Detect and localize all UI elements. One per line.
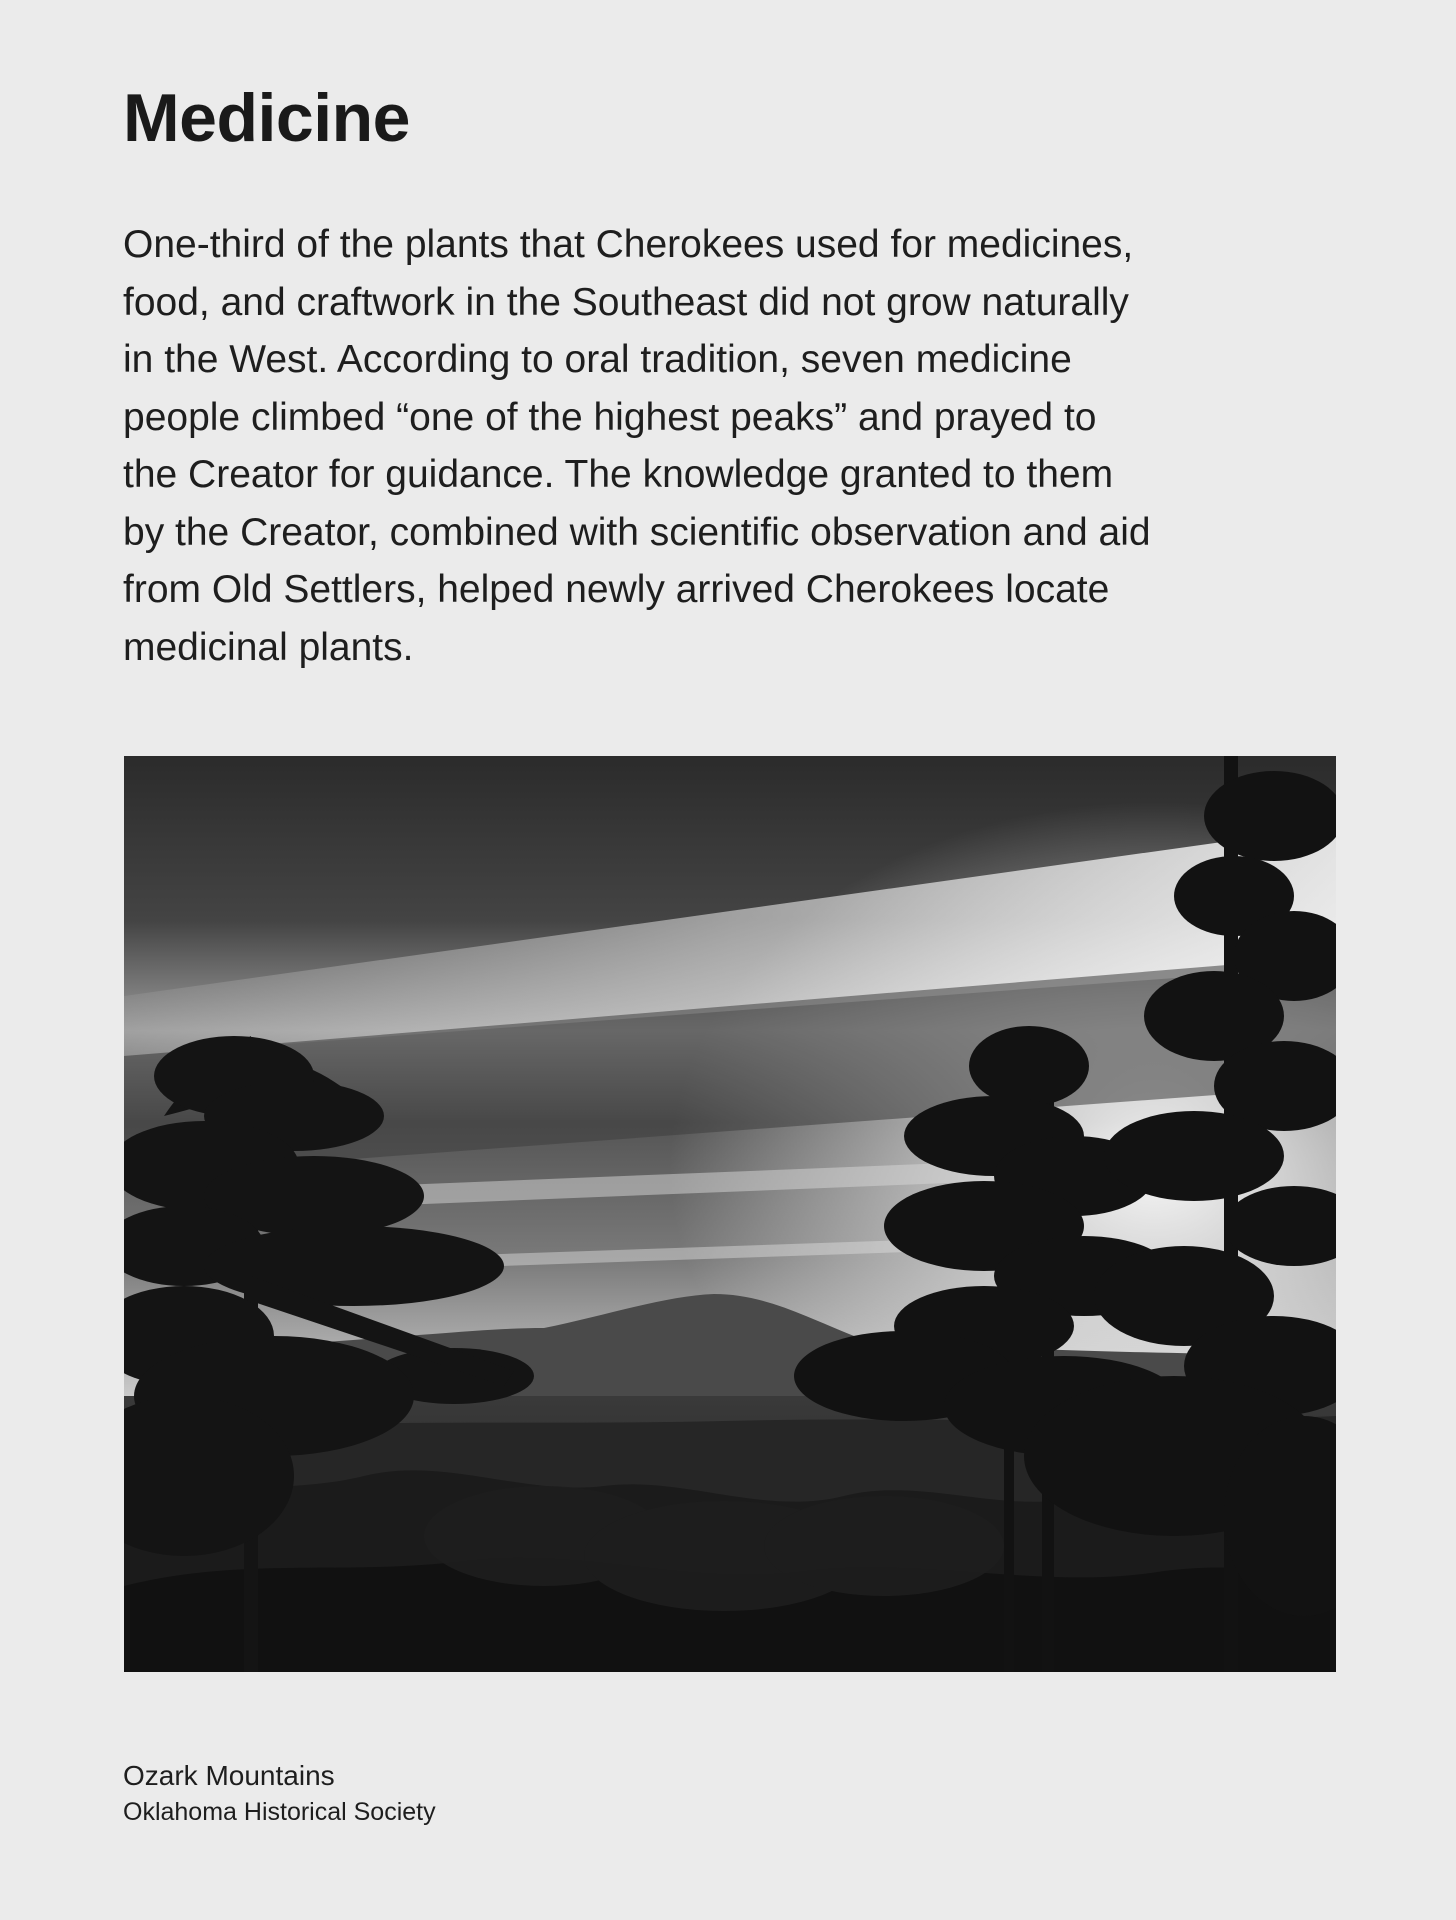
caption-credit: Oklahoma Historical Society xyxy=(123,1798,436,1826)
page-title: Medicine xyxy=(123,80,410,156)
caption-title: Ozark Mountains xyxy=(123,1760,335,1791)
landscape-photo xyxy=(124,756,1336,1672)
body-paragraph: One-third of the plants that Cherokees used for medicines, food, and craftwork in the Southeast did not grow naturally in the West. According to oral tradition, seven medicine people climbed “one of the highest peaks” and prayed to the Creator for guidance. The knowledge granted to them by the Creator, combined with scientific observation and aid from Old Settlers, helped newly arrived Cherokees locate medicinal plants. xyxy=(123,223,1151,669)
